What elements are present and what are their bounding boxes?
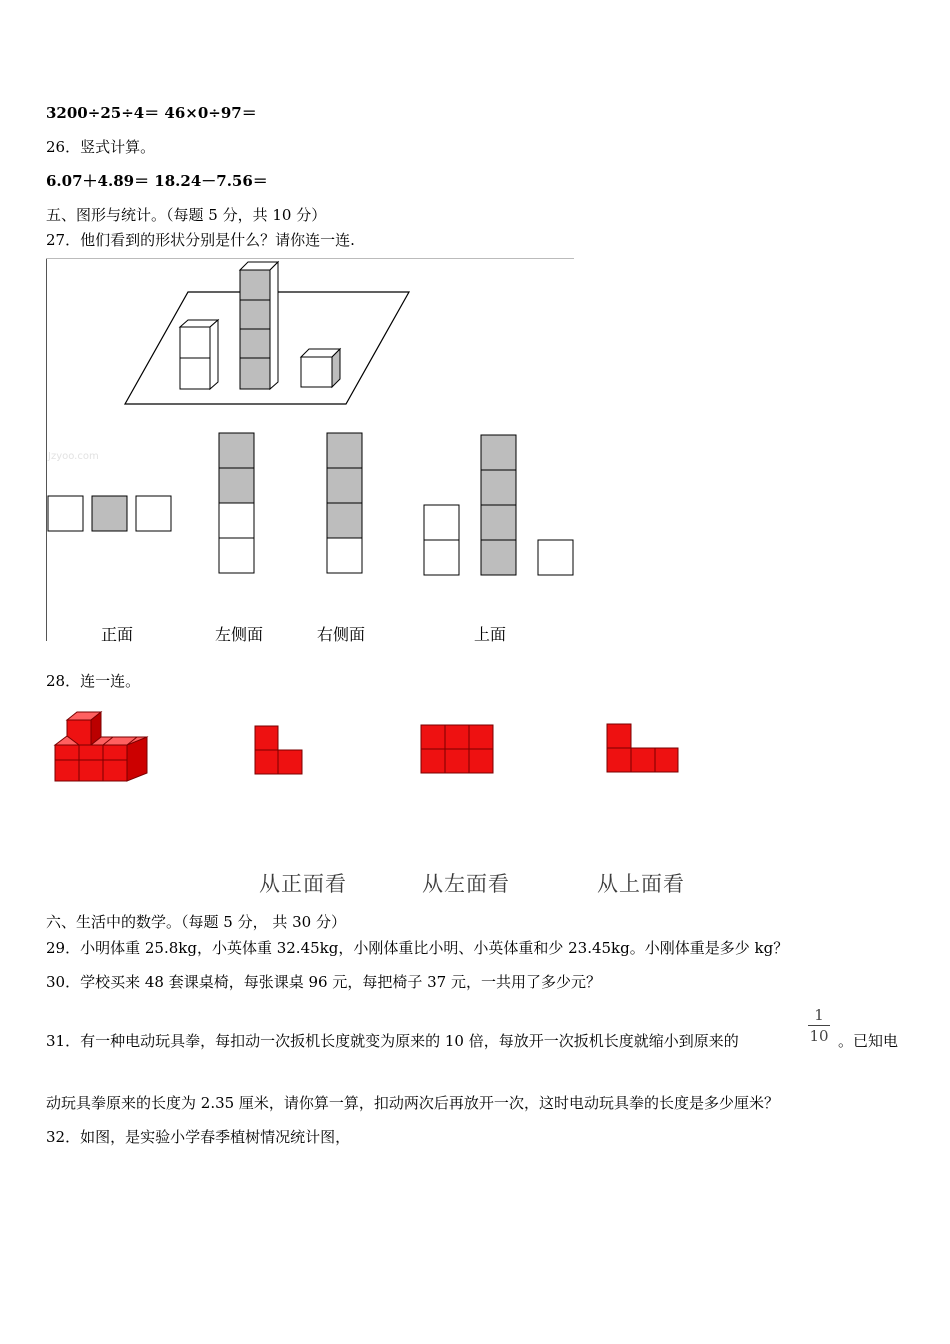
red-view-b (421, 725, 493, 773)
question-26: 26．竖式计算。 (46, 138, 156, 156)
label-from-top: 从上面看 (597, 872, 685, 896)
fraction-bar (808, 1025, 830, 1026)
fraction-one-tenth (808, 1006, 830, 1045)
question-30: 30．学校买来 48 套课桌椅，每张课桌 96 元，每把椅子 37 元，一共用了多少元？ (46, 973, 601, 991)
figure-28 (46, 705, 706, 900)
label-from-left: 从左面看 (422, 872, 510, 896)
watermark: Jzyoo.com (48, 451, 99, 462)
question-32: 32．如图，是实验小学春季植树情况统计图， (46, 1128, 351, 1146)
label-left-side: 左侧面 (215, 625, 264, 644)
label-from-front: 从正面看 (259, 872, 347, 896)
single-white-cube (301, 349, 340, 387)
view-option-d (424, 435, 573, 575)
question-31-part-3: 动玩具拳原来的长度为 2.35 厘米，请你算一算，扣动两次后再放开一次，这时电动玩具拳的长度是多少厘米？ (46, 1094, 779, 1112)
red-view-a (255, 726, 302, 774)
figure-27 (46, 258, 576, 643)
view-option-c (327, 433, 362, 573)
stack-two-white (180, 320, 218, 389)
figure-27-drawing (46, 258, 576, 643)
red-3d-solid (55, 712, 147, 781)
section-6-title: 六、生活中的数学。（每题 5 分， 共 30 分） (46, 913, 346, 931)
fraction-numerator: 1 (814, 1006, 824, 1024)
view-option-a (48, 496, 171, 531)
question-27: 27．他们看到的形状分别是什么？请你连一连. (46, 231, 355, 249)
question-31-part-1: 31．有一种电动玩具拳，每扣动一次扳机长度就变为原来的 10 倍，每放开一次扳机长度就缩小到原来的 (46, 1032, 739, 1050)
calc-line-1: 3200÷25÷4＝ 46×0÷97＝ (46, 104, 257, 122)
calc-line-2: 6.07＋4.89＝ 18.24－7.56＝ (46, 172, 268, 190)
view-option-b (219, 433, 254, 573)
question-28: 28．连一连。 (46, 672, 141, 690)
question-31-part-2: 。已知电 (838, 1032, 899, 1050)
label-front: 正面 (101, 625, 134, 644)
question-29: 29．小明体重 25.8kg，小英体重 32.45kg，小刚体重比小明、小英体重和少 23.45kg。小刚体重是多少 kg？ (46, 939, 789, 957)
stack-four-gray (240, 262, 278, 389)
figure-28-drawing (46, 705, 706, 795)
fraction-denominator: 10 (809, 1027, 829, 1045)
section-5-title: 五、图形与统计。（每题 5 分，共 10 分） (46, 206, 327, 224)
red-view-c (607, 724, 678, 772)
label-right-side: 右侧面 (317, 625, 366, 644)
label-top: 上面 (474, 625, 507, 644)
